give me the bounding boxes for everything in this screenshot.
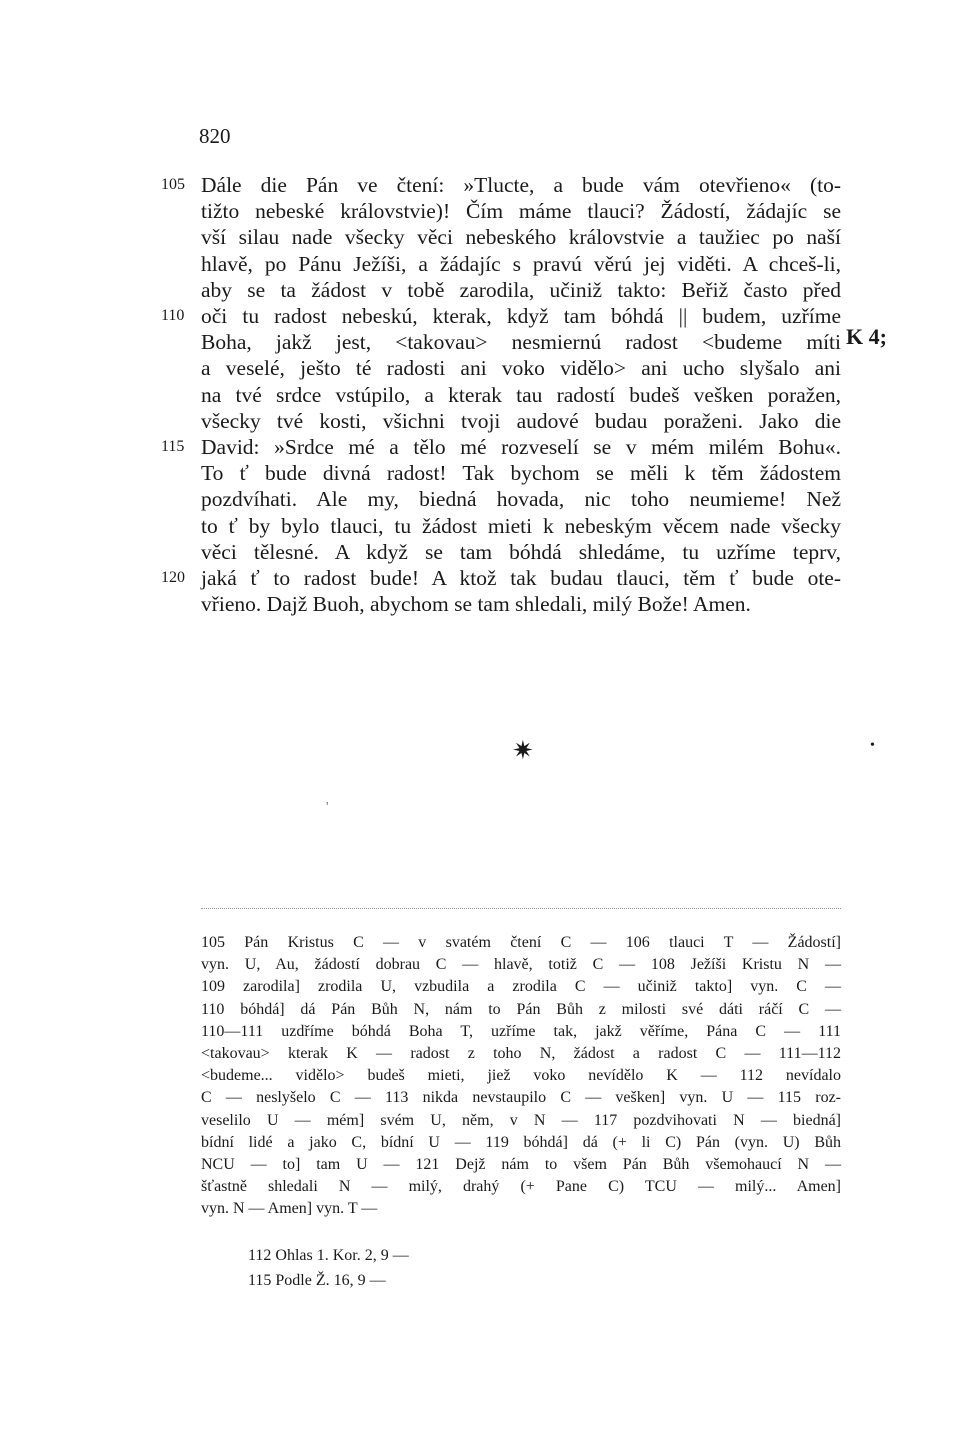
line-number: 110 [161, 307, 185, 324]
apparatus-line: NCU — to] tam U — 121 Dejž nám to všem Pán Bůh všemohaucí N — [201, 1155, 841, 1173]
footnote-divider [201, 908, 841, 909]
critical-apparatus [201, 932, 841, 1220]
text-line: vřieno. Dajž Buoh, abychom se tam shledali, milý Bože! Amen. [201, 592, 751, 616]
apparatus-line: šťastně shledali N — milý, drahý (+ Pane C) TCU — milý... Amen] [201, 1178, 841, 1196]
ornament-star-icon: ✷ [512, 736, 534, 765]
apparatus-line: 109 zarodila] zrodila U, vzbudila a zrodila C — učiniž takto] vyn. C — [201, 978, 841, 996]
apparatus-line: <takovau> kterak K — radost z toho N, žádost a radost C — 111—112 [201, 1044, 841, 1062]
apparatus-line: vyn. U, Au, žádostí dobrau C — hlavě, totiž C — 108 Ježíši Kristu N — [201, 956, 841, 974]
apparatus-line: bídní lidé a jako C, bídní U — 119 bóhdá] dá (+ li C) Pán (vyn. U) Bůh [201, 1133, 841, 1151]
text-line: David: »Srdce mé a tělo mé rozveselí se v mém milém Bohu«. [201, 435, 841, 459]
apparatus-line: 105 Pán Kristus C — v svatém čtení C — 106 tlauci T — Žádostí] [201, 934, 841, 951]
apparatus-line: 110 bóhdá] dá Pán Bůh N, nám to Pán Bůh z milosti své dáti ráčí C — [201, 1000, 841, 1018]
text-line: Boha, jakž jest, <takovau> nesmiernú radost <budeme míti [201, 330, 841, 354]
text-line: to ť by bylo tlauci, tu žádost mieti k nebeským věcem nade všecky [201, 514, 841, 538]
text-line: Dále die Pán ve čtení: »Tlucte, a bude vám otevřieno« (to- [201, 173, 841, 197]
text-line: a veselé, ješto té radosti ani voko vidělo> ani ucho slyšalo ani [201, 356, 841, 380]
page-number: 820 [199, 124, 231, 148]
margin-note: K 4; [846, 324, 887, 349]
source-reference: 112 Ohlas 1. Kor. 2, 9 — [248, 1247, 409, 1264]
text-line: věci tělesné. A když se tam bóhdá shledáme, tu uzříme teprv, [201, 540, 841, 564]
text-line: tižto nebeské královstvie)! Čím máme tlauci? Žádostí, žádajíc se [201, 199, 841, 223]
text-line: oči tu radost nebeskú, kterak, když tam bóhdá || budem, uzříme [201, 304, 841, 328]
apparatus-line: <budeme... vidělo> budeš mieti, jiež voko nevídělo K — 112 nevídalo [201, 1067, 841, 1085]
text-line: hlavě, po Pánu Ježíši, a žádajíc s pravú věrú jej viděti. A chceš-li, [201, 252, 841, 276]
speck-mark: • [870, 738, 875, 753]
apparatus-line: vyn. N — Amen] vyn. T — [201, 1200, 378, 1218]
text-line: vší silau nade všecky věci nebeského královstvie a taužiec po naší [201, 225, 841, 249]
text-line: aby se ta žádost v tobě zarodila, učiniž takto: Beřiž často před [201, 278, 841, 302]
source-references [248, 1243, 409, 1293]
source-reference: 115 Podle Ž. 16, 9 — [248, 1272, 386, 1289]
apparatus-line: veselilo U — mém] svém U, něm, v N — 117 pozdvihovati N — biedná] [201, 1111, 841, 1129]
text-line: jaká ť to radost bude! A ktož tak budau tlauci, těm ť bude ote- [201, 566, 841, 590]
line-number: 105 [161, 176, 185, 193]
line-number: 115 [161, 438, 185, 455]
apparatus-line: C — neslyšelo C — 113 nikda nevstaupilo C — vešken] vyn. U — 115 roz- [201, 1089, 841, 1107]
speck-tick: ' [326, 800, 329, 815]
apparatus-line: 110—111 uzdříme bóhdá Boha T, uzříme tak, jakž věříme, Pána C — 111 [201, 1022, 841, 1040]
text-line: pozdvíhati. Ale my, biedná hovada, nic toho neumieme! Než [201, 487, 841, 511]
text-line: To ť bude divná radost! Tak bychom se měli k těm žádostem [201, 461, 841, 485]
text-line: všecky tvé kosti, všichni tvoji audové budau poraženi. Jako die [201, 409, 841, 433]
line-number: 120 [161, 569, 185, 586]
text-line: na tvé srdce vstúpilo, a kterak tau radostí budeš vešken poražen, [201, 383, 841, 407]
